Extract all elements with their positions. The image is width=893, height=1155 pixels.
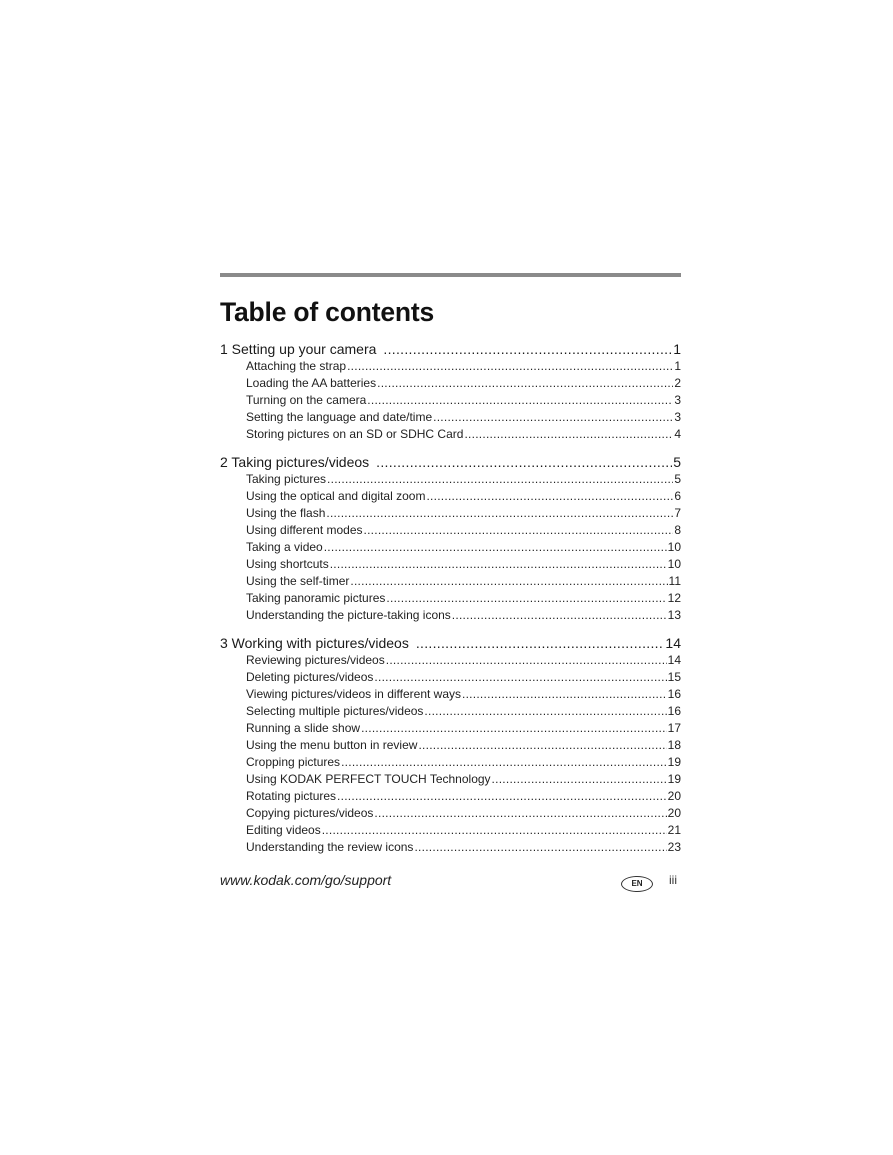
toc-chapter	[220, 634, 681, 856]
toc-section-entry[interactable]	[246, 669, 681, 686]
toc-section-entry[interactable]	[246, 754, 681, 771]
dot-leader	[327, 471, 673, 488]
dot-leader	[452, 607, 667, 624]
toc-section-label: Understanding the review icons	[246, 840, 414, 854]
toc-section-page: 13	[667, 608, 681, 622]
toc-section-page: 10	[667, 557, 681, 571]
dot-leader	[386, 590, 666, 607]
toc-chapter-page: 1	[673, 341, 681, 357]
toc-section-page: 17	[667, 721, 681, 735]
dot-leader	[350, 573, 667, 590]
toc-section-label: Using the flash	[246, 506, 326, 520]
toc-section-page: 16	[667, 687, 681, 701]
toc-section-label: Setting the language and date/time	[246, 410, 433, 424]
toc-section-entry[interactable]	[246, 805, 681, 822]
table-of-contents	[220, 340, 681, 856]
toc-chapter-entry[interactable]	[220, 634, 681, 652]
toc-section-label: Viewing pictures/videos in different ways	[246, 687, 462, 701]
page-number: iii	[669, 873, 677, 887]
toc-section-page: 3	[674, 410, 681, 424]
dot-leader	[464, 426, 673, 443]
toc-chapter	[220, 453, 681, 624]
dot-leader	[376, 453, 672, 471]
toc-section-label: Using the menu button in review	[246, 738, 418, 752]
toc-section-entry[interactable]	[246, 822, 681, 839]
toc-section-entry[interactable]	[246, 426, 681, 443]
toc-section-page: 8	[674, 523, 681, 537]
toc-chapter-label: 3 Working with pictures/videos	[220, 635, 409, 651]
toc-section-entry[interactable]	[246, 686, 681, 703]
dot-leader	[414, 839, 666, 856]
toc-section-label: Understanding the picture-taking icons	[246, 608, 451, 622]
toc-chapter-label: 1 Setting up your camera	[220, 341, 377, 357]
dot-leader	[322, 822, 667, 839]
toc-section-page: 21	[667, 823, 681, 837]
toc-section-entry[interactable]	[246, 703, 681, 720]
toc-section-page: 16	[667, 704, 681, 718]
toc-section-page: 14	[667, 653, 681, 667]
toc-section-entry[interactable]	[246, 652, 681, 669]
toc-section-label: Loading the AA batteries	[246, 376, 377, 390]
toc-section-page: 11	[668, 574, 681, 588]
toc-section-label: Cropping pictures	[246, 755, 341, 769]
toc-section-entry[interactable]	[246, 505, 681, 522]
toc-section-entry[interactable]	[246, 720, 681, 737]
toc-section-label: Using shortcuts	[246, 557, 329, 571]
dot-leader	[426, 488, 673, 505]
page-title: Table of contents	[220, 297, 435, 327]
toc-chapter-entry[interactable]	[220, 453, 681, 471]
toc-section-label: Using different modes	[246, 523, 363, 537]
toc-section-label: Copying pictures/videos	[246, 806, 374, 820]
toc-section-label: Running a slide show	[246, 721, 361, 735]
page-content	[220, 273, 681, 866]
toc-section-entry[interactable]	[246, 375, 681, 392]
toc-section-label: Attaching the strap	[246, 359, 347, 373]
toc-section-label: Deleting pictures/videos	[246, 670, 374, 684]
dot-leader	[462, 686, 667, 703]
toc-section-page: 23	[667, 840, 681, 854]
toc-section-label: Taking panoramic pictures	[246, 591, 386, 605]
toc-section-entry[interactable]	[246, 409, 681, 426]
toc-section-label: Taking pictures	[246, 472, 327, 486]
toc-section-entry[interactable]	[246, 471, 681, 488]
dot-leader	[424, 703, 666, 720]
toc-section-page: 19	[667, 772, 681, 786]
page-footer	[220, 872, 681, 892]
dot-leader	[324, 539, 667, 556]
toc-section-entry[interactable]	[246, 737, 681, 754]
dot-leader	[364, 522, 674, 539]
toc-chapter-entry[interactable]	[220, 340, 681, 358]
toc-section-label: Storing pictures on an SD or SDHC Card	[246, 427, 464, 441]
toc-section-entry[interactable]	[246, 771, 681, 788]
toc-section-page: 15	[667, 670, 681, 684]
dot-leader	[374, 805, 666, 822]
toc-section-list	[246, 471, 681, 624]
toc-section-page: 20	[667, 806, 681, 820]
dot-leader	[383, 340, 672, 358]
dot-leader	[337, 788, 667, 805]
toc-section-page: 12	[667, 591, 681, 605]
support-url-link[interactable]: www.kodak.com/go/support	[220, 872, 392, 888]
toc-section-page: 10	[667, 540, 681, 554]
dot-leader	[377, 375, 673, 392]
toc-section-entry[interactable]	[246, 573, 681, 590]
toc-section-page: 5	[674, 472, 681, 486]
toc-section-page: 20	[667, 789, 681, 803]
toc-section-entry[interactable]	[246, 392, 681, 409]
dot-leader	[341, 754, 667, 771]
toc-section-entry[interactable]	[246, 788, 681, 805]
toc-section-entry[interactable]	[246, 522, 681, 539]
toc-section-page: 7	[674, 506, 681, 520]
dot-leader	[386, 652, 667, 669]
toc-section-label: Reviewing pictures/videos	[246, 653, 385, 667]
toc-section-page: 18	[667, 738, 681, 752]
toc-section-page: 1	[674, 359, 681, 373]
dot-leader	[326, 505, 673, 522]
toc-section-label: Editing videos	[246, 823, 321, 837]
dot-leader	[367, 392, 673, 409]
toc-section-label: Using KODAK PERFECT TOUCH Technology	[246, 772, 491, 786]
dot-leader	[347, 358, 673, 375]
toc-section-label: Turning on the camera	[246, 393, 367, 407]
toc-chapter	[220, 340, 681, 443]
dot-leader	[374, 669, 666, 686]
language-badge: EN	[621, 876, 653, 892]
toc-chapter-page: 14	[665, 635, 681, 651]
toc-section-label: Using the self-timer	[246, 574, 350, 588]
toc-section-entry[interactable]	[246, 839, 681, 856]
toc-section-list	[246, 652, 681, 856]
title-rule	[220, 273, 681, 277]
dot-leader	[330, 556, 667, 573]
toc-section-page: 2	[674, 376, 681, 390]
dot-leader	[433, 409, 673, 426]
toc-section-label: Rotating pictures	[246, 789, 337, 803]
toc-section-entry[interactable]	[246, 556, 681, 573]
toc-section-page: 3	[674, 393, 681, 407]
toc-section-label: Selecting multiple pictures/videos	[246, 704, 424, 718]
toc-chapter-label: 2 Taking pictures/videos	[220, 454, 370, 470]
toc-section-entry[interactable]	[246, 539, 681, 556]
toc-section-page: 6	[674, 489, 681, 503]
toc-section-list	[246, 358, 681, 443]
toc-section-page: 4	[674, 427, 681, 441]
dot-leader	[418, 737, 666, 754]
dot-leader	[361, 720, 667, 737]
toc-section-page: 19	[667, 755, 681, 769]
toc-section-label: Using the optical and digital zoom	[246, 489, 426, 503]
toc-section-entry[interactable]	[246, 607, 681, 624]
dot-leader	[416, 634, 665, 652]
toc-chapter-page: 5	[673, 454, 681, 470]
toc-section-entry[interactable]	[246, 488, 681, 505]
toc-section-entry[interactable]	[246, 358, 681, 375]
toc-section-label: Taking a video	[246, 540, 323, 554]
dot-leader	[492, 771, 667, 788]
toc-section-entry[interactable]	[246, 590, 681, 607]
